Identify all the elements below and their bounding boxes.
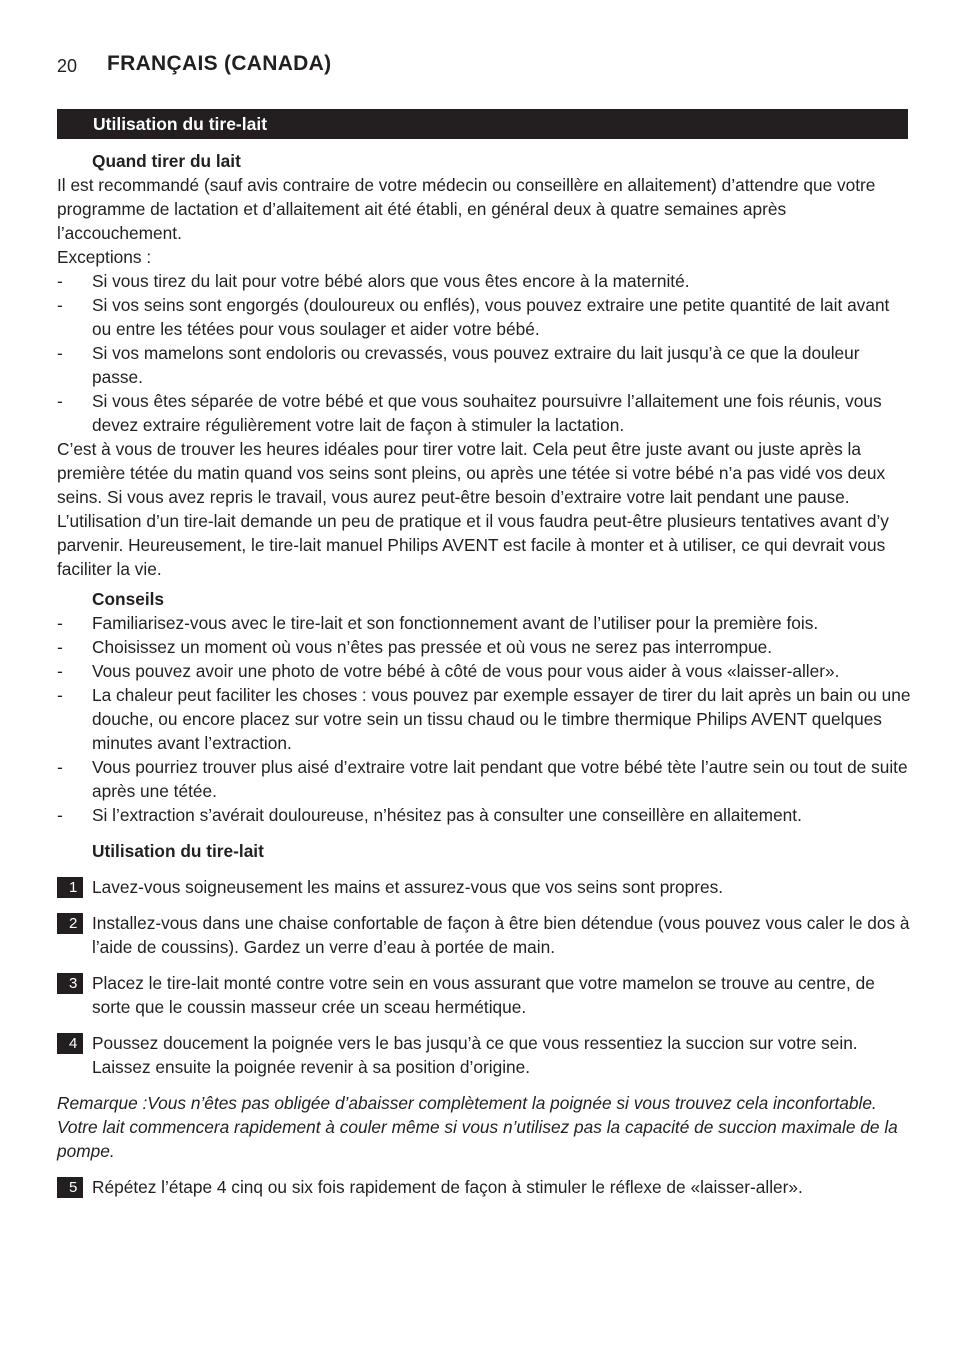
step-text: Poussez doucement la poignée vers le bas jusqu’à ce que vous ressentiez la succion sur votre sein. Laissez ensuite la poignée revenir à sa position d’origine.: [92, 1033, 858, 1077]
list-item-text: Si vos seins sont engorgés (douloureux ou enflés), vous pouvez extraire une petite quantité de lait avant ou entre les tétées pour vous soulager et aider votre bébé.: [92, 295, 890, 339]
step-number-badge: 5: [57, 1177, 83, 1198]
list-item: [57, 755, 913, 803]
step-2: [57, 911, 913, 959]
dash-bullet: -: [57, 805, 63, 825]
step-number-badge: 4: [57, 1033, 83, 1054]
page-number: 20: [57, 56, 78, 76]
dash-bullet: -: [57, 343, 63, 363]
practice-paragraph: L’utilisation d’un tire-lait demande un peu de pratique et il vous faudra peut-être plusieurs tentatives avant d’y parvenir. Heureusement, le tire-lait manuel Philips AVENT est facile à monter et à utiliser, ce qui devrait vous faciliter la vie.: [57, 511, 889, 579]
list-item-text: Si vous tirez du lait pour votre bébé alors que vous êtes encore à la maternité.: [92, 271, 690, 291]
step-text: Lavez-vous soigneusement les mains et assurez-vous que vos seins sont propres.: [92, 877, 724, 897]
tips-heading: Conseils: [92, 589, 165, 609]
exceptions-list: [57, 269, 913, 437]
list-item: [57, 389, 913, 437]
page-content: [57, 149, 913, 1199]
usage-heading: Utilisation du tire-lait: [92, 841, 264, 861]
list-item-text: La chaleur peut faciliter les choses : vous pouvez par exemple essayer de tirer du lait après un bain ou une douche, ou encore placez sur votre sein un tissu chaud ou le timbre thermique Philips AVENT quelques minutes avant l’extraction.: [92, 685, 911, 753]
tips-list: [57, 611, 913, 827]
dash-bullet: -: [57, 637, 63, 657]
dash-bullet: -: [57, 613, 63, 633]
dash-bullet: -: [57, 661, 63, 681]
list-item: [57, 269, 913, 293]
note-paragraph: Remarque :Vous n’êtes pas obligée d’abaisser complètement la poignée si vous trouvez cela inconfortable. Votre lait commencera rapidement à couler même si vous n’utilisez pas la capacité de succion maximale de la pompe.: [57, 1093, 898, 1161]
section-title-bar: Utilisation du tire-lait: [57, 109, 908, 139]
dash-bullet: -: [57, 757, 63, 777]
list-item: [57, 341, 913, 389]
dash-bullet: -: [57, 271, 63, 291]
step-text: Placez le tire-lait monté contre votre sein en vous assurant que votre mamelon se trouve au centre, de sorte que le coussin masseur crée un sceau hermétique.: [92, 973, 875, 1017]
timing-paragraph: C’est à vous de trouver les heures idéales pour tirer votre lait. Cela peut être juste avant ou juste après la première tétée du matin quand vos seins sont pleins, ou après une tétée si votre bébé n’a pas vidé vos deux seins. Si vous avez repris le travail, vous aurez peut-être besoin d’extraire votre lait pendant une pause.: [57, 439, 886, 507]
list-item-text: Choisissez un moment où vous n’êtes pas pressée et où vous ne serez pas interrompue.: [92, 637, 773, 657]
step-3: [57, 971, 913, 1019]
when-to-express-heading: Quand tirer du lait: [92, 151, 241, 171]
dash-bullet: -: [57, 391, 63, 411]
step-number-badge: 3: [57, 973, 83, 994]
list-item: [57, 611, 913, 635]
dash-bullet: -: [57, 295, 63, 315]
step-4: [57, 1031, 913, 1079]
step-5: [57, 1175, 913, 1199]
list-item-text: Si vous êtes séparée de votre bébé et que vous souhaitez poursuivre l’allaitement une fois réunis, vous devez extraire régulièrement votre lait de façon à stimuler la lactation.: [92, 391, 882, 435]
exceptions-label: Exceptions :: [57, 247, 152, 267]
list-item: [57, 683, 913, 755]
step-number-badge: 1: [57, 877, 83, 898]
list-item-text: Vous pourriez trouver plus aisé d’extraire votre lait pendant que votre bébé tète l’autre sein ou tout de suite après une tétée.: [92, 757, 908, 801]
list-item-text: Vous pouvez avoir une photo de votre bébé à côté de vous pour vous aider à vous «laisser-aller».: [92, 661, 840, 681]
list-item-text: Si l’extraction s’avérait douloureuse, n’hésitez pas à consulter une conseillère en allaitement.: [92, 805, 802, 825]
list-item: [57, 293, 913, 341]
intro-paragraph: Il est recommandé (sauf avis contraire de votre médecin ou conseillère en allaitement) d’attendre que votre programme de lactation et d’allaitement ait été établi, en général deux à quatre semaines après l’accouchement.: [57, 175, 876, 243]
list-item: [57, 659, 913, 683]
list-item-text: Si vos mamelons sont endoloris ou crevassés, vous pouvez extraire du lait jusqu’à ce que la douleur passe.: [92, 343, 860, 387]
step-1: [57, 875, 913, 899]
step-text: Répétez l’étape 4 cinq ou six fois rapidement de façon à stimuler le réflexe de «laisser-aller».: [92, 1177, 803, 1197]
list-item: [57, 803, 913, 827]
step-text: Installez-vous dans une chaise confortable de façon à être bien détendue (vous pouvez vous caler le dos à l’aide de coussins). Gardez un verre d’eau à portée de main.: [92, 913, 910, 957]
language-title: FRANÇAIS (CANADA): [107, 52, 332, 75]
list-item-text: Familiarisez-vous avec le tire-lait et son fonctionnement avant de l’utiliser pour la première fois.: [92, 613, 819, 633]
list-item: [57, 635, 913, 659]
step-number-badge: 2: [57, 913, 83, 934]
dash-bullet: -: [57, 685, 63, 705]
